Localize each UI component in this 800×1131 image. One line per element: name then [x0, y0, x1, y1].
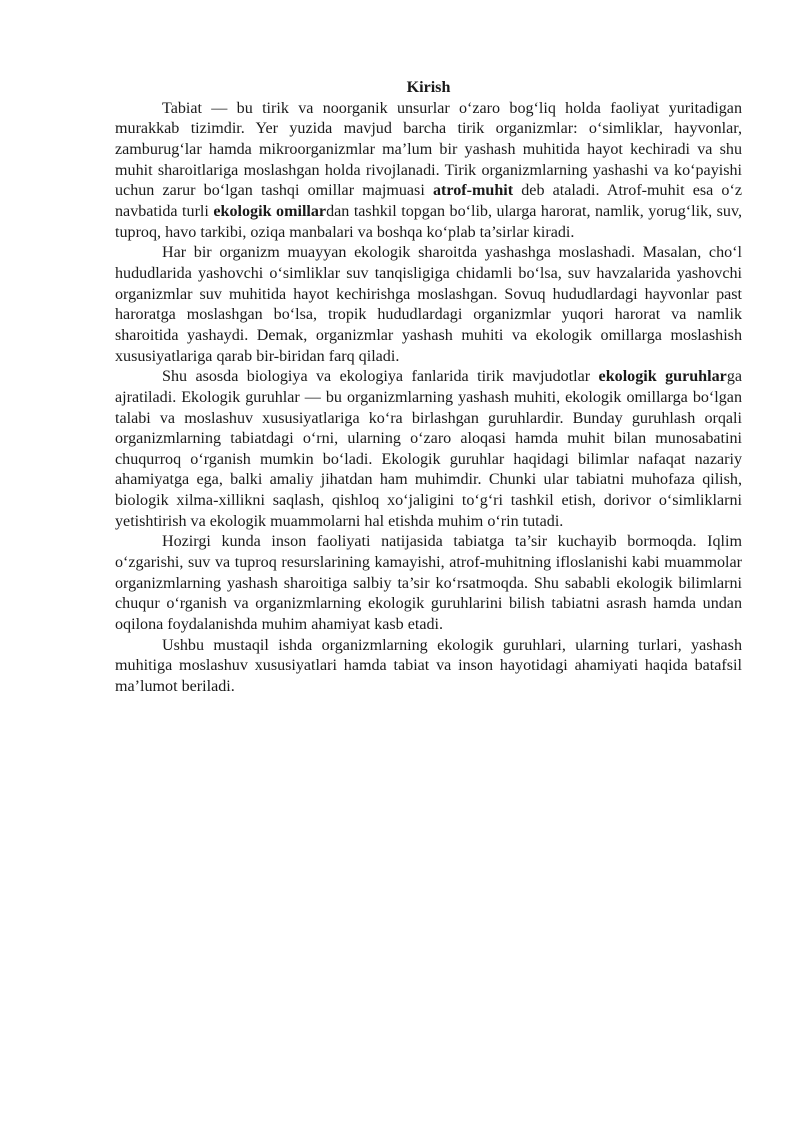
paragraph-3-text-c: ga ajratiladi. Ekologik guruhlar — bu organizmlarning yashash muhiti, ekologik omillarga bo‘lgan talabi va moslashuv xususiyatlariga ko‘ra birlashgan guruhlardir. Bunday guruhlash orqali organizmlarning tabiatdagi o‘rni, ularning o‘zaro aloqasi hamda muhit bilan munosabatini chuqurroq o‘rganish mumkin bo‘ladi. Ekologik guruhlar haqidagi bilimlar nafaqat nazariy ahamiyatga ega, balki amaliy jihatdan ham muhimdir. Chunki ular tabiatni muhofaza qilish, biologik xilma-xillikni saqlash, qishloq xo‘jaligini to‘g‘ri tashkil etish, dorivor o‘simliklarni yetishtirish va ekologik muammolarni hal etishda muhim o‘rin tutadi. [115, 368, 743, 530]
document-page [115, 78, 742, 698]
paragraph-1-text-a: Tabiat — bu tirik va noorganik unsurlar o‘zaro bog‘liq holda faoliyat yuritadigan murakkab tizimdir. Yer yuzida mavjud barcha tirik organizmlar: o‘simliklar, hayvonlar, zamburug‘lar hamda mikroorganizmlar ma’lum bir yashash muhitida hayot kechiradi va shu muhit sharoitlariga moslashgan holda rivojlanadi. Tirik organizmlarning yashashi va ko‘payishi uchun zarur bo‘lgan tashqi omillar majmuasi [115, 99, 742, 200]
page-title: Kirish [406, 79, 451, 96]
term-atrof-muhit: atrof-muhit [432, 182, 514, 200]
paragraph-1 [115, 99, 742, 244]
paragraph-1-text-d: dan tashkil topgan bo‘lib, ularga harorat, namlik, yorug‘lik, suv, tuproq, havo tarkibi, oziqa manbalari va boshqa ko‘plab ta’sirlar kiradi. [115, 202, 742, 241]
term-ekologik-guruhlar: ekologik guruhlar [598, 368, 727, 386]
paragraph-1-text-c: deb ataladi. Atrof-muhit esa o‘z navbatida turli [115, 182, 742, 220]
term-ekologik-omillar: ekologik omillar [213, 202, 327, 220]
paragraph-5: Ushbu mustaqil ishda organizmlarning ekologik guruhlari, ularning turlari, yashash muhitiga moslashuv xususiyatlari hamda tabiat va inson hayotidagi ahamiyati haqida batafsil ma’lumot beriladi. [115, 636, 742, 696]
paragraph-3 [115, 367, 742, 532]
paragraph-3-text-a: Shu asosda biologiya va ekologiya fanlarida tirik mavjudotlar [162, 368, 599, 386]
paragraph-4: Hozirgi kunda inson faoliyati natijasida tabiatga ta’sir kuchayib bormoqda. Iqlim o‘zgarishi, suv va tuproq resurslarining kamayishi, atrof-muhitning ifloslanishi kabi muammolar organizmlarning yashash sharoitiga salbiy ta’sir ko‘rsatmoqda. Shu sababli ekologik bilimlarni chuqur o‘rganish va organizmlarning ekologik guruhlarini bilish tabiatni asrash hamda undan oqilona foydalanishda muhim ahamiyat kasb etadi. [115, 533, 742, 634]
paragraph-2: Har bir organizm muayyan ekologik sharoitda yashashga moslashadi. Masalan, cho‘l hududlarida yashovchi o‘simliklar suv tanqisligiga chidamli bo‘lsa, suv havzalarida yashovchi organizmlar suv muhitida hayot kechirishga moslashgan. Sovuq hududlardagi hayvonlar past haroratga moslashgan bo‘lsa, tropik hududlardagi organizmlar yuqori harorat va namlik sharoitida yashaydi. Demak, organizmlar yashash muhiti va ekologik omillarga moslashish xususiyatlariga qarab bir-biridan farq qiladi. [115, 244, 742, 365]
